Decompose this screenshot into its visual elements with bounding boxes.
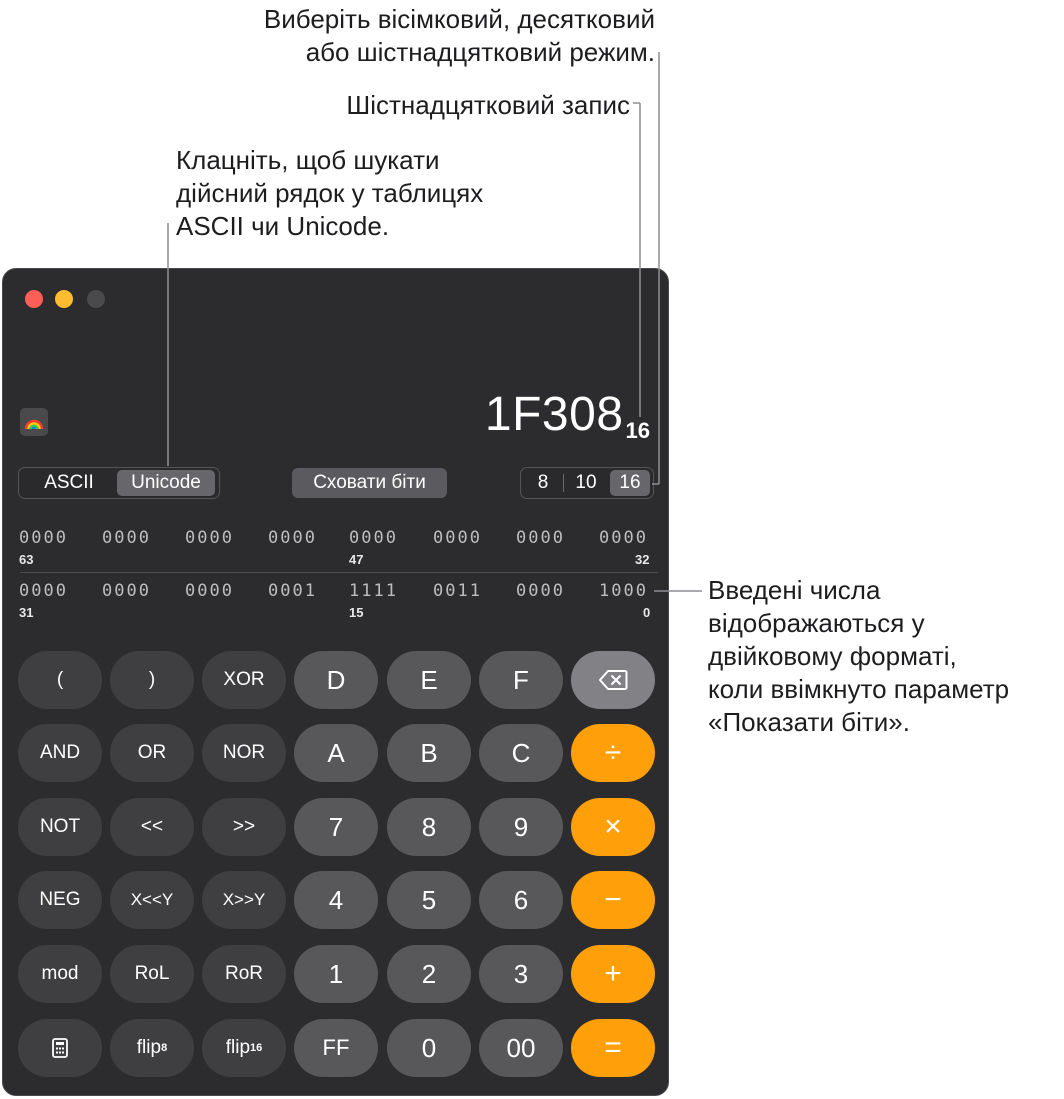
multiply-key[interactable]: × [571,798,655,856]
divide-key[interactable]: ÷ [571,724,655,782]
digit-2-key[interactable]: 2 [387,945,471,1003]
xor-key[interactable]: XOR [202,651,286,709]
or-key[interactable]: OR [110,724,194,782]
digit-c-key[interactable]: C [479,724,563,782]
digit-8-key[interactable]: 8 [387,798,471,856]
bit-nibble[interactable]: 0000 [19,581,68,601]
base-10-option[interactable]: 10 [575,472,597,493]
bit-nibble[interactable]: 0000 [516,528,565,548]
close-window-button[interactable] [25,290,43,308]
calculator-window [2,268,669,1096]
bit-position-label: 47 [349,552,364,567]
digit-0-key[interactable]: 0 [387,1019,471,1077]
base-segmented-control [520,467,654,499]
bit-position-label: 63 [19,552,34,567]
bit-nibble[interactable]: 0000 [185,581,234,601]
digit-1-key[interactable]: 1 [294,945,378,1003]
shift-left-key[interactable]: << [110,798,194,856]
delete-key[interactable] [571,651,655,709]
delete-backward-icon [598,669,628,691]
bit-nibble[interactable]: 1000 [599,581,648,601]
flip-16-subscript: 16 [250,1042,263,1054]
mod-key[interactable]: mod [18,945,102,1003]
bit-nibble[interactable]: 0000 [102,528,151,548]
add-key[interactable]: + [571,945,655,1003]
shift-right-y-key[interactable]: X>>Y [202,871,286,929]
bit-position-label: 15 [349,605,364,620]
digit-7-key[interactable]: 7 [294,798,378,856]
flip-8-key[interactable] [110,1019,194,1077]
unicode-option[interactable]: Unicode [117,470,215,496]
bit-nibble[interactable]: 0000 [349,528,398,548]
callout-mode: Виберіть вісімковий, десятковий або шістнадцятковий режим. [263,4,655,67]
digit-6-key[interactable]: 6 [479,871,563,929]
base-8-option[interactable]: 8 [537,472,549,493]
display-base: 16 [625,418,650,443]
bit-position-label: 32 [635,552,650,567]
bit-position-label: 0 [643,605,651,620]
bit-position-label: 31 [19,605,34,620]
bit-nibble[interactable]: 0000 [516,581,565,601]
bit-nibble[interactable]: 1111 [349,581,398,601]
digit-f-key[interactable]: F [479,651,563,709]
calculator-mode-key[interactable] [18,1019,102,1077]
bits-row-low [3,581,670,601]
callout-hex-entry: Шістнадцятковий запис [346,90,630,120]
character-lookup-button[interactable] [20,408,48,436]
bit-nibble[interactable]: 0011 [433,581,482,601]
bit-nibble[interactable]: 0000 [433,528,482,548]
bits-divider [20,572,658,573]
double-zero-key[interactable]: 00 [479,1019,563,1077]
ff-key[interactable]: FF [294,1019,378,1077]
nor-key[interactable]: NOR [202,724,286,782]
callout-search: Клацніть, щоб шукати дійсний рядок у таблицях ASCII чи Unicode. [176,145,484,241]
bit-nibble[interactable]: 0000 [268,528,317,548]
digit-3-key[interactable]: 3 [479,945,563,1003]
flip-16-label: flip [225,1037,251,1058]
result-display [485,387,650,442]
base-16-option[interactable]: 16 [610,470,650,496]
minimize-window-button[interactable] [55,290,73,308]
bit-nibble[interactable]: 0000 [102,581,151,601]
flip-8-label: flip [136,1037,162,1058]
open-paren-key[interactable]: ( [18,651,102,709]
and-key[interactable]: AND [18,724,102,782]
bit-nibble[interactable]: 0000 [185,528,234,548]
digit-9-key[interactable]: 9 [479,798,563,856]
hide-bits-button[interactable]: Сховати біти [292,468,447,498]
shift-right-key[interactable]: >> [202,798,286,856]
equals-key[interactable]: = [571,1019,655,1077]
rotate-right-key[interactable]: RoR [202,945,286,1003]
bits-row-high [3,528,670,548]
digit-a-key[interactable]: A [294,724,378,782]
bit-nibble[interactable]: 0001 [268,581,317,601]
close-paren-key[interactable]: ) [110,651,194,709]
display-value: 1F308 [484,388,624,441]
digit-d-key[interactable]: D [294,651,378,709]
rainbow-icon [24,412,44,432]
not-key[interactable]: NOT [18,798,102,856]
flip-16-key[interactable] [202,1019,286,1077]
digit-e-key[interactable]: E [387,651,471,709]
flip-8-subscript: 8 [161,1042,168,1054]
ascii-option[interactable]: ASCII [44,472,94,493]
callout-bits: Введені числа відображаються у двійковому форматі, коли ввімкнуто параметр «Показати біти». [708,575,1010,737]
calculator-icon [52,1038,68,1058]
bit-nibble[interactable]: 0000 [599,528,648,548]
neg-key[interactable]: NEG [18,871,102,929]
digit-4-key[interactable]: 4 [294,871,378,929]
text-mode-segmented-control [18,467,220,499]
shift-left-y-key[interactable]: X<<Y [110,871,194,929]
bit-nibble[interactable]: 0000 [19,528,68,548]
zoom-window-button[interactable] [87,290,105,308]
digit-b-key[interactable]: B [387,724,471,782]
subtract-key[interactable]: − [571,871,655,929]
rotate-left-key[interactable]: RoL [110,945,194,1003]
digit-5-key[interactable]: 5 [387,871,471,929]
